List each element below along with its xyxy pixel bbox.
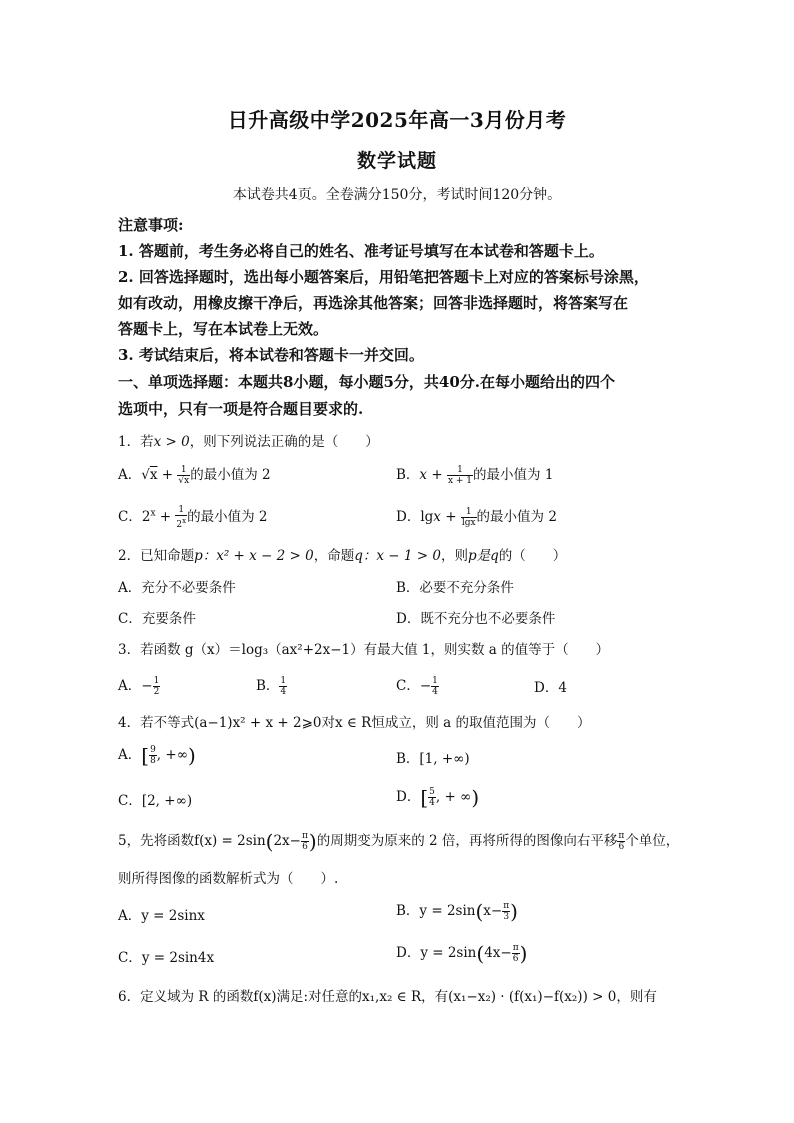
question-5-stem-line2: 则所得图像的函数解析式为（ ）. [118, 871, 339, 887]
question-4-stem: 4．若不等式(a−1)x² + x + 2⩾0对x ∈ R恒成立，则 a 的取值范围为（ ） [118, 715, 591, 731]
exam-info: 本试卷共4页。全卷满分150分，考试时间120分钟。 [232, 187, 562, 203]
question-4-option-d: D．[ $\frac{5}{4}$ , + ∞) [396, 785, 480, 810]
question-6-stem: 6．定义域为 R 的函数f(x)满足:对任意的x₁,x₂ ∈ R，有(x₁−x₂) · (f(x₁)−f(x₂)) > 0，则有 [118, 989, 657, 1005]
question-3-option-a: A．− $\frac{1}{2}$ [118, 676, 160, 697]
question-4-option-a: A．[ $\frac{9}{8}$ , +∞) [118, 743, 196, 768]
question-3-option-d: D．4 [534, 680, 567, 696]
question-2-option-d: D．既不充分也不必要条件 [396, 611, 556, 627]
question-5-option-c: C．y = 2sin4x [118, 950, 215, 966]
question-3-option-b: B． $\frac{1}{4}$ [256, 676, 287, 697]
question-2-option-c: C．充要条件 [118, 611, 196, 627]
question-5-stem-line1: 5，先将函数f(x) = 2sin(2x− $\frac{\pi}{6}$ )的周期变为原来的 2 倍，再将所得的图像向右平移 $\frac{\pi}{6}$ 个单位， [118, 829, 680, 854]
note-2-line3: 答题卡上，写在本试卷上无效。 [118, 320, 329, 338]
section-heading-line2: 选项中，只有一项是符合题目要求的. [118, 400, 364, 418]
question-3-stem: 3．若函数 g（x）＝log₃（ax²+2x−1）有最大值 1，则实数 a 的值等于（ ） [118, 642, 610, 658]
section-heading-line1: 一、单项选择题：本题共8小题，每小题5分，共40分.在每小题给出的四个 [118, 373, 615, 391]
question-1-option-a: A．√x + $\frac{1}{√x}$ 的最小值为 2 [118, 465, 271, 486]
question-5-option-a: A．y = 2sinx [118, 908, 205, 924]
question-2-stem: 2．已知命题p：x² + x − 2 > 0，命题q：x − 1 > 0，则p是q的（ ） [118, 548, 567, 564]
question-1-option-d: D．lgx + $\frac{1}{\lg x}$ 的最小值为 2 [396, 507, 557, 528]
question-2-option-a: A．充分不必要条件 [118, 580, 236, 596]
question-1-option-b: B．x + $\frac{1}{x + 1}$ 的最小值为 1 [396, 465, 554, 486]
note-2-line1: 2. 回答选择题时，选出每小题答案后，用铅笔把答题卡上对应的答案标号涂黑， [118, 268, 649, 286]
exam-title: 日升高级中学2025年高一3月份月考 [227, 108, 567, 132]
question-4-option-c: C．[2, +∞) [118, 793, 193, 809]
question-1-stem: 1．若x > 0，则下列说法正确的是（ ） [118, 434, 379, 450]
question-5-option-d: D．y = 2sin(4x− $\frac{\pi}{6}$ ) [396, 941, 528, 966]
notes-heading: 注意事项: [118, 216, 184, 234]
exam-subtitle: 数学试题 [356, 150, 437, 172]
question-3-option-c: C．− $\frac{1}{4}$ [396, 676, 438, 697]
note-3: 3. 考试结束后，将本试卷和答题卡一并交回。 [118, 346, 424, 364]
note-1: 1. 答题前，考生务必将自己的姓名、准考证号填写在本试卷和答题卡上。 [118, 242, 604, 260]
question-5-option-b: B．y = 2sin(x− $\frac{\pi}{3}$ ) [396, 899, 518, 924]
question-2-option-b: B．必要不充分条件 [396, 580, 514, 596]
question-4-option-b: B．[1, +∞) [396, 751, 470, 767]
question-1-option-c: C．$2^x$ + $\frac{1}{2^x}$ 的最小值为 2 [118, 505, 268, 530]
note-2-line2: 如有改动，用橡皮擦干净后，再选涂其他答案；回答非选择题时，将答案写在 [118, 294, 629, 312]
